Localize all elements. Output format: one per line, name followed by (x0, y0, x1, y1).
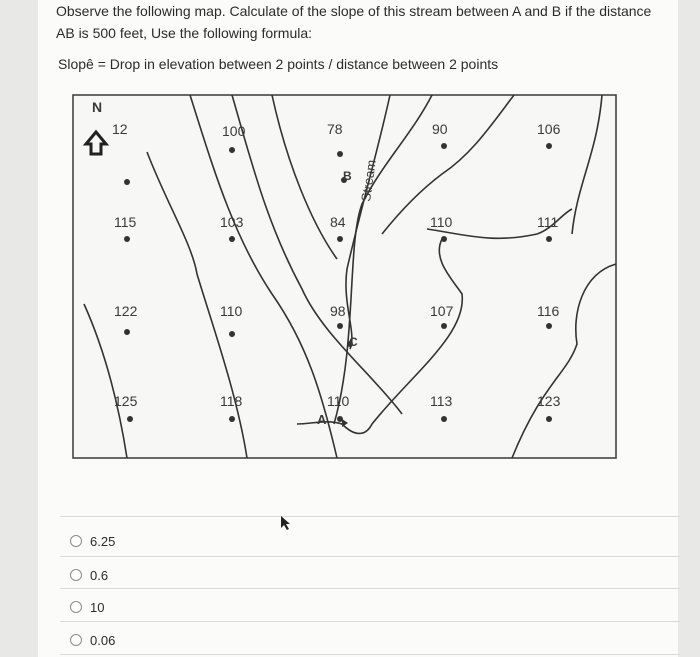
option-1[interactable] (70, 528, 115, 554)
option-label: 0.6 (90, 567, 109, 583)
option-4[interactable] (70, 627, 115, 653)
divider (60, 588, 680, 589)
question-text (56, 0, 668, 44)
stream-label: Stream (358, 158, 379, 203)
elevation-label: 103 (220, 214, 244, 230)
map-svg (72, 94, 617, 459)
option-label: 10 (90, 599, 105, 615)
question-line-2: AB is 500 feet, Use the following formula: (56, 25, 313, 41)
north-label: N (92, 99, 103, 115)
option-3[interactable] (70, 594, 104, 620)
elevation-label: 122 (114, 303, 138, 319)
elevation-label: 113 (430, 393, 453, 409)
elevation-label: 107 (430, 303, 454, 319)
elevation-label: 90 (432, 121, 448, 137)
option-2[interactable] (70, 562, 108, 588)
point-a-label: A (317, 412, 327, 427)
elevation-label: 125 (114, 393, 138, 409)
elevation-label: 78 (327, 121, 343, 137)
point-c-label: C (349, 335, 358, 349)
radio-button[interactable] (70, 535, 82, 547)
elevation-label: 110 (220, 303, 243, 319)
elevation-label: 110 (430, 214, 453, 230)
elevation-label: 123 (537, 393, 561, 409)
elevation-label: 106 (537, 121, 561, 137)
elevation-label: 84 (330, 214, 346, 230)
divider (60, 654, 680, 655)
radio-button[interactable] (70, 634, 82, 646)
elevation-label: 111 (537, 214, 559, 230)
divider (60, 556, 680, 557)
elevation-label: 110 (327, 393, 350, 409)
elevation-label: 115 (114, 214, 137, 230)
divider (60, 621, 680, 622)
elevation-label: 118 (220, 393, 243, 409)
elevation-label: 98 (330, 303, 346, 319)
mouse-cursor-icon (280, 515, 292, 531)
option-label: 0.06 (90, 632, 116, 648)
formula-text: Slopê = Drop in elevation between 2 points / distance between 2 points (58, 56, 499, 72)
elevation-label: 100 (222, 123, 246, 139)
point-b-label: B (343, 169, 352, 183)
divider (60, 516, 680, 517)
elevation-label: 12 (112, 121, 128, 137)
radio-button[interactable] (70, 601, 82, 613)
question-line-1: Observe the following map. Calculate of the slope of this stream between A and B if the distance (56, 3, 652, 19)
topographic-map (72, 94, 617, 459)
option-label: 6.25 (90, 533, 116, 549)
elevation-label: 116 (537, 303, 560, 319)
radio-button[interactable] (70, 569, 82, 581)
